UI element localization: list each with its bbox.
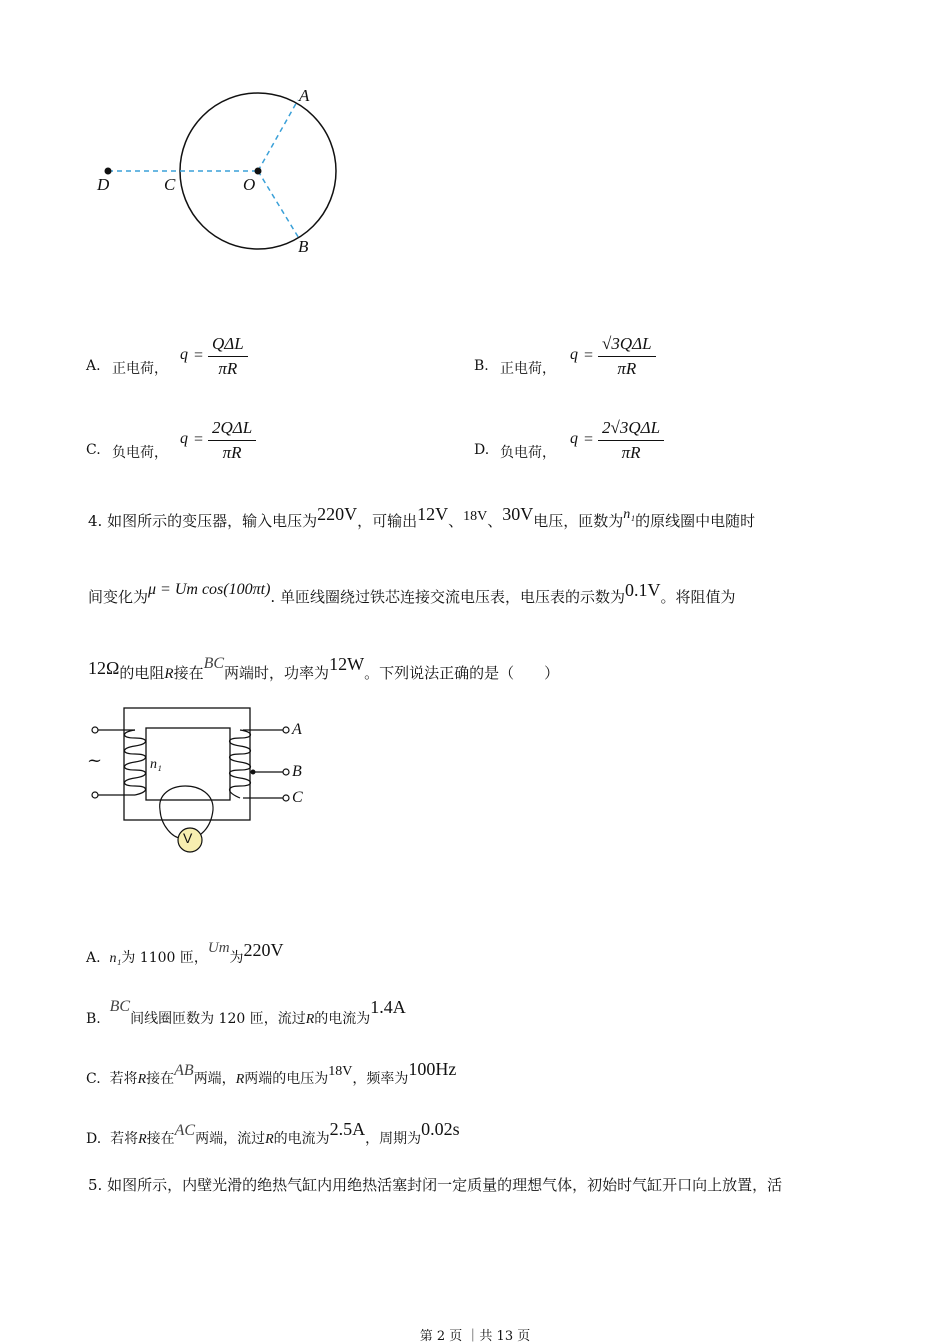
math: n₁	[109, 951, 122, 966]
math: 18V	[328, 1064, 353, 1079]
numerator: 2QΔL	[212, 418, 253, 437]
terminal-label-b: B	[292, 763, 302, 780]
label-a: A	[299, 86, 310, 105]
math: BC	[203, 655, 225, 672]
text: 的电流为	[273, 1131, 330, 1147]
dashed-line-o-a	[258, 100, 298, 171]
terminal-a	[283, 727, 289, 733]
option-text: 负电荷，	[500, 445, 556, 461]
var-q: q	[570, 346, 578, 363]
math: AB	[174, 1062, 194, 1079]
fraction	[208, 418, 256, 463]
terminal-b	[283, 769, 289, 775]
option-text: 负电荷，	[112, 445, 168, 461]
math: 1.4A	[370, 997, 406, 1017]
option-letter: C.	[86, 1071, 101, 1087]
label-d: D	[97, 175, 110, 194]
var-r: R	[164, 666, 174, 682]
text: 的电阻	[119, 664, 165, 682]
input-terminal-top	[92, 727, 98, 733]
label-b: B	[298, 237, 309, 256]
denominator: πR	[621, 443, 641, 462]
ac-source-symbol: ~	[87, 750, 103, 771]
equals-sign: =	[194, 347, 204, 364]
math: AC	[174, 1122, 196, 1139]
var-q: q	[180, 430, 188, 447]
math: 12V	[417, 504, 449, 524]
denominator: πR	[617, 359, 637, 378]
terminal-label-a: A	[292, 721, 302, 738]
text: 的电流为	[314, 1011, 371, 1027]
numerator: 2√3QΔL	[602, 418, 661, 437]
terminal-c	[283, 795, 289, 801]
fraction	[598, 334, 656, 379]
fraction	[208, 334, 248, 379]
math: 220V	[317, 504, 358, 524]
math: 30V	[502, 504, 534, 524]
text: 、	[448, 512, 464, 530]
text: 若将	[110, 1131, 139, 1147]
denominator: πR	[222, 443, 242, 462]
circle-figure	[80, 80, 360, 265]
var-q: q	[570, 430, 578, 447]
text: 两端的电压为	[244, 1071, 329, 1087]
var-r: R	[137, 1072, 147, 1087]
equals-sign: =	[584, 347, 594, 364]
text: 接在	[146, 1071, 175, 1087]
primary-turns-label: n₁	[150, 757, 162, 772]
math: 0.1V	[624, 580, 661, 600]
q4-line-1	[88, 504, 756, 531]
text: 4. 如图所示的变压器，输入电压为	[88, 512, 318, 530]
text: ，可输出	[357, 512, 418, 530]
option-text: 正电荷，	[112, 361, 168, 377]
option-letter: A.	[86, 358, 101, 374]
fraction	[598, 418, 664, 463]
dashed-line-o-b	[258, 171, 300, 240]
point-d	[105, 168, 112, 175]
denominator: πR	[218, 359, 238, 378]
option-letter: D.	[86, 1131, 102, 1147]
math: 12Ω	[88, 658, 120, 678]
text: 。将阻值为	[660, 588, 736, 606]
text: 接在	[173, 664, 204, 682]
text: 、	[487, 512, 503, 530]
text: 为	[229, 950, 244, 966]
input-terminal-bottom	[92, 792, 98, 798]
point-o	[255, 168, 262, 175]
text: 两端，流过	[195, 1131, 266, 1147]
var-r: R	[138, 1132, 147, 1147]
option-letter: D.	[474, 442, 490, 458]
math: 0.02s	[421, 1119, 460, 1139]
option-letter: B.	[474, 358, 489, 374]
text: 若将	[109, 1071, 138, 1087]
text: . 单匝线圈绕过铁芯连接交流电压表，电压表的示数为	[270, 588, 625, 606]
equals-sign: =	[584, 431, 594, 448]
q4-option-b[interactable]	[86, 997, 406, 1028]
math: 18V	[463, 509, 488, 524]
q4-option-a[interactable]	[86, 940, 284, 967]
text: 电压，匝数为	[533, 512, 624, 530]
numerator: QΔL	[212, 334, 244, 353]
terminal-label-c: C	[292, 789, 303, 806]
label-o: O	[243, 175, 256, 194]
text: 。下列说法正确的是（ ）	[364, 664, 560, 682]
var-r: R	[305, 1012, 315, 1027]
text: 间线圈匝数为 120 匝，流过	[130, 1011, 306, 1027]
math: 12W	[329, 654, 365, 674]
q4-line-2	[88, 580, 736, 607]
option-text: 正电荷，	[500, 361, 556, 377]
q4-line-3	[88, 654, 560, 683]
math: μ = Um cos(100πt)	[148, 581, 271, 598]
text: 为 1100 匝，	[121, 950, 208, 966]
primary-coil	[125, 730, 146, 795]
math: 100Hz	[408, 1059, 457, 1079]
voltmeter-label: V	[183, 830, 193, 846]
tap-point	[251, 770, 256, 775]
transformer-figure	[85, 700, 315, 860]
math: n₁	[623, 507, 636, 522]
var-r: R	[235, 1072, 245, 1087]
option-letter: A.	[86, 950, 101, 966]
option-letter: B.	[86, 1011, 101, 1027]
text: ，周期为	[365, 1131, 422, 1147]
secondary-coil	[230, 730, 251, 798]
var-r: R	[265, 1132, 274, 1147]
equals-sign: =	[194, 431, 204, 448]
math: BC	[109, 998, 131, 1015]
var-q: q	[180, 346, 188, 363]
numerator: √3QΔL	[602, 334, 652, 353]
text: 两端时，功率为	[224, 664, 330, 682]
label-c: C	[164, 175, 176, 194]
text: 间变化为	[88, 588, 149, 606]
math: 220V	[243, 940, 284, 960]
text: ，频率为	[352, 1071, 409, 1087]
q4-option-d[interactable]	[86, 1119, 460, 1148]
page-footer: 第 2 页 ｜共 13 页	[419, 1329, 531, 1344]
text: 接在	[146, 1131, 175, 1147]
option-letter: C.	[86, 442, 101, 458]
math: 2.5A	[329, 1119, 366, 1139]
q4-option-c[interactable]	[86, 1059, 457, 1088]
math: Um	[207, 940, 230, 956]
text: 两端，	[193, 1071, 236, 1087]
text: 的原线圈中电随时	[635, 512, 756, 530]
core-outer	[124, 708, 250, 820]
q5-text: 5. 如图所示，内壁光滑的绝热气缸内用绝热活塞封闭一定质量的理想气体，初始时气缸开口向上放置，活	[88, 1176, 783, 1194]
